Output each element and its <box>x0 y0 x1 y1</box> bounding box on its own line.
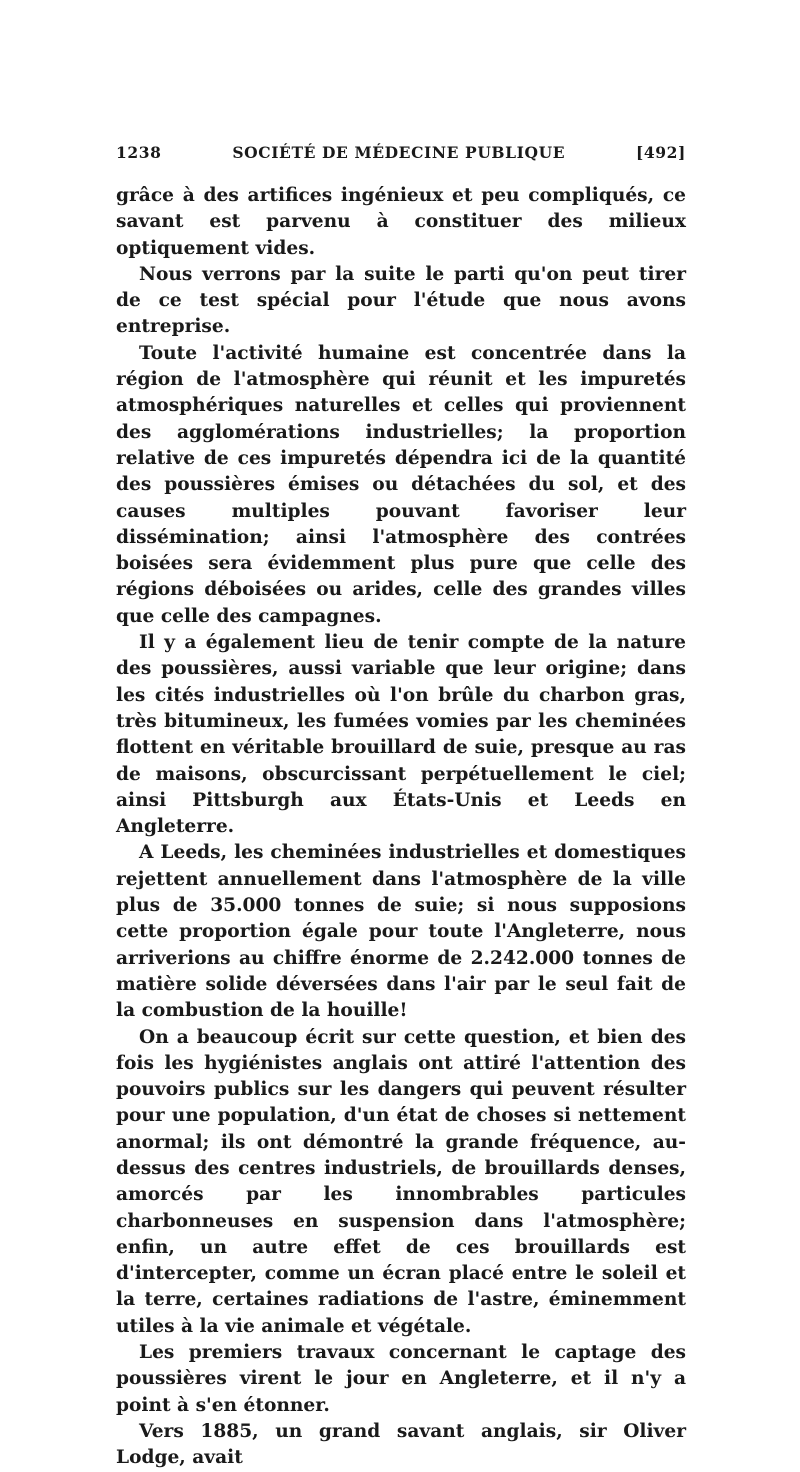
paragraph: On a beaucoup écrit sur cette question, et bien des fois les hygiénistes anglais ont attiré l'attention des pouvoirs publics sur les dangers qui peuvent résulter pour une population, d'un état de choses si nettement anormal; ils ont démontré la grande fréquence, au-dessus des centres industriels, de brouillards denses, amorcés par les innombrables particules charbonneuses en suspension dans l'atmosphère; enfin, un autre effet de ces brouillards est d'intercepter, comme un écran placé entre le soleil et la terre, certaines radiations de l'astre, éminemment utiles à la vie animale et végétale. <box>116 1026 686 1337</box>
running-title: SOCIÉTÉ DE MÉDECINE PUBLIQUE <box>232 143 566 162</box>
paragraph-continued: grâce à des artifices ingénieux et peu compliqués, ce savant est parvenu à constituer des milieux optiquement vides. <box>116 185 686 259</box>
body-text <box>116 183 686 1472</box>
paragraph: Nous verrons par la suite le parti qu'on peut tirer de ce test spécial pour l'étude que nous avons entreprise. <box>116 263 686 338</box>
paragraph: A Leeds, les cheminées industrielles et domestiques rejettent annuellement dans l'atmosphère de la ville plus de 35.000 tonnes de suie; si nous supposions cette proportion égale pour toute l'Angleterre, nous arriverions au chiffre énorme de 2.242.000 tonnes de matière solide déversées dans l'air par le seul fait de la combustion de la houille! <box>116 842 686 1022</box>
paragraph: Toute l'activité humaine est concentrée dans la région de l'atmosphère qui réunit et les impuretés atmosphériques naturelles et celles qui proviennent des agglomérations industrielles; la proportion relative de ces impuretés dépendra ici de la quantité des poussières émises ou détachées du sol, et des causes multiples pouvant favoriser leur dissémination; ainsi l'atmosphère des contrées boisées sera évidemment plus pure que celle des régions déboisées ou arides, celle des grandes villes que celle des campagnes. <box>116 342 686 627</box>
paragraph-truncated: Vers 1885, un grand savant anglais, sir Oliver Lodge, avait <box>116 1420 686 1469</box>
page-number: 1238 <box>116 143 162 162</box>
bracket-page-number: [492] <box>635 143 686 162</box>
document-page <box>116 143 686 1472</box>
paragraph: Les premiers travaux concernant le captage des poussières virent le jour en Angleterre, et il n'y a point à s'en étonner. <box>116 1342 686 1416</box>
paragraph: Il y a également lieu de tenir compte de la nature des poussières, aussi variable que leur origine; dans les cités industrielles où l'on brûle du charbon gras, très bitumineux, les fumées vomies par les cheminées flottent en véritable brouillard de suie, presque au ras de maisons, obscurcissant perpétuellement le ciel; ainsi Pittsburgh aux États-Unis et Leeds en Angleterre. <box>116 632 686 838</box>
running-header <box>116 143 686 169</box>
